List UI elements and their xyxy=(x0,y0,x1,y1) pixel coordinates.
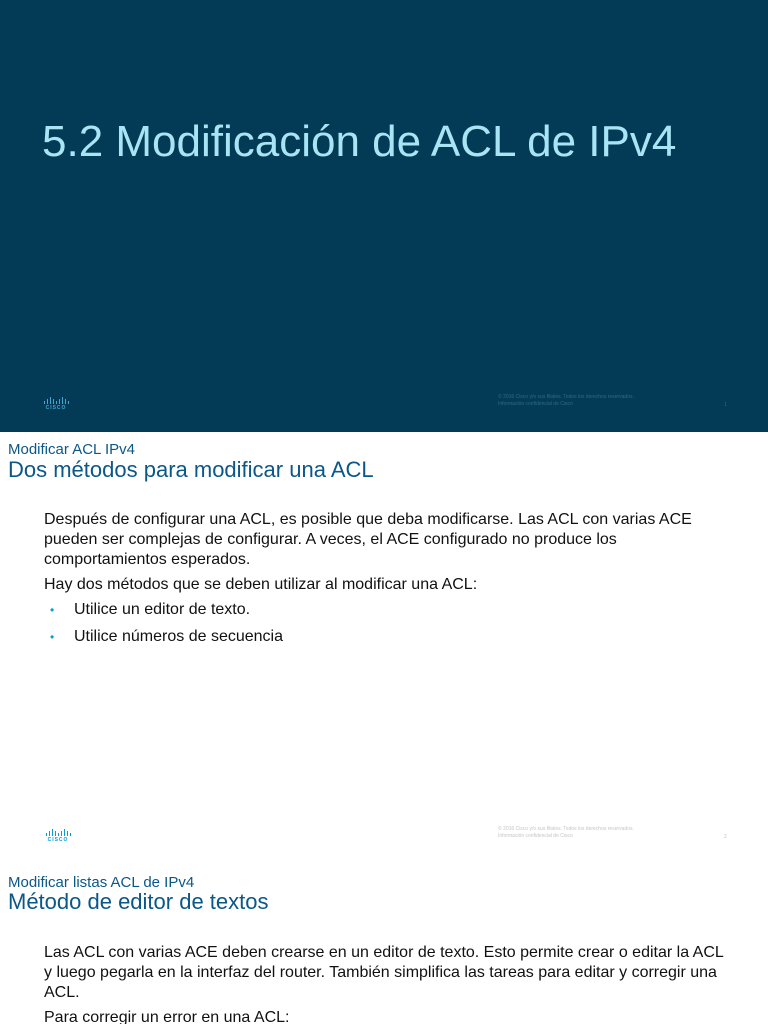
slide-heading: Dos métodos para modificar una ACL xyxy=(8,457,374,482)
content-slide-2 xyxy=(0,432,768,852)
content-slide-3 xyxy=(0,864,768,1024)
list-item-text: Utilice números de secuencia xyxy=(74,628,283,645)
title-slide xyxy=(0,0,768,432)
cisco-logo-text: CISCO xyxy=(47,837,69,843)
body-paragraph: Las ACL con varias ACE deben crearse en un editor de texto. Esto permite crear o editar la ACL y luego pegarla en la interfaz del router. También simplifica las tareas para editar y corregir una ACL. xyxy=(44,944,724,1001)
cisco-logo-text: CISCO xyxy=(45,405,67,411)
copyright-line: © 2016 Cisco y/o sus filiales. Todos los derechos reservados. xyxy=(498,394,634,400)
bullet-icon: • xyxy=(50,603,55,617)
copyright-footer xyxy=(498,394,718,408)
slide-kicker: Modificar listas ACL de IPv4 xyxy=(8,874,195,891)
confidential-line: Información confidencial de Cisco xyxy=(498,401,573,407)
page-number: 2 xyxy=(724,834,727,840)
slide-kicker: Modificar ACL IPv4 xyxy=(8,441,135,458)
bullet-icon: • xyxy=(50,630,55,644)
cisco-logo-icon xyxy=(40,397,72,411)
slide-heading: Método de editor de textos xyxy=(8,889,269,914)
bullet-list xyxy=(44,600,734,647)
copyright-footer xyxy=(498,826,718,840)
copyright-line: © 2016 Cisco y/o sus filiales. Todos los derechos reservados. xyxy=(498,826,634,832)
slide-body xyxy=(44,943,734,1024)
slide-body xyxy=(44,510,734,654)
list-item xyxy=(44,600,734,620)
slide-title: 5.2 Modificación de ACL de IPv4 xyxy=(42,117,677,166)
body-paragraph: Después de configurar una ACL, es posible que deba modificarse. Las ACL con varias ACE pueden ser complejas de configurar. A veces, el ACE configurado no produce los comportamientos esperados. xyxy=(44,511,692,568)
body-paragraph: Para corregir un error en una ACL: xyxy=(44,1009,290,1024)
confidential-line: Información confidencial de Cisco xyxy=(498,833,573,839)
list-item-text: Utilice un editor de texto. xyxy=(74,601,251,618)
list-item xyxy=(44,627,734,647)
cisco-logo-icon xyxy=(42,829,74,843)
page-number: 1 xyxy=(724,402,727,408)
body-paragraph: Hay dos métodos que se deben utilizar al modificar una ACL: xyxy=(44,576,478,593)
